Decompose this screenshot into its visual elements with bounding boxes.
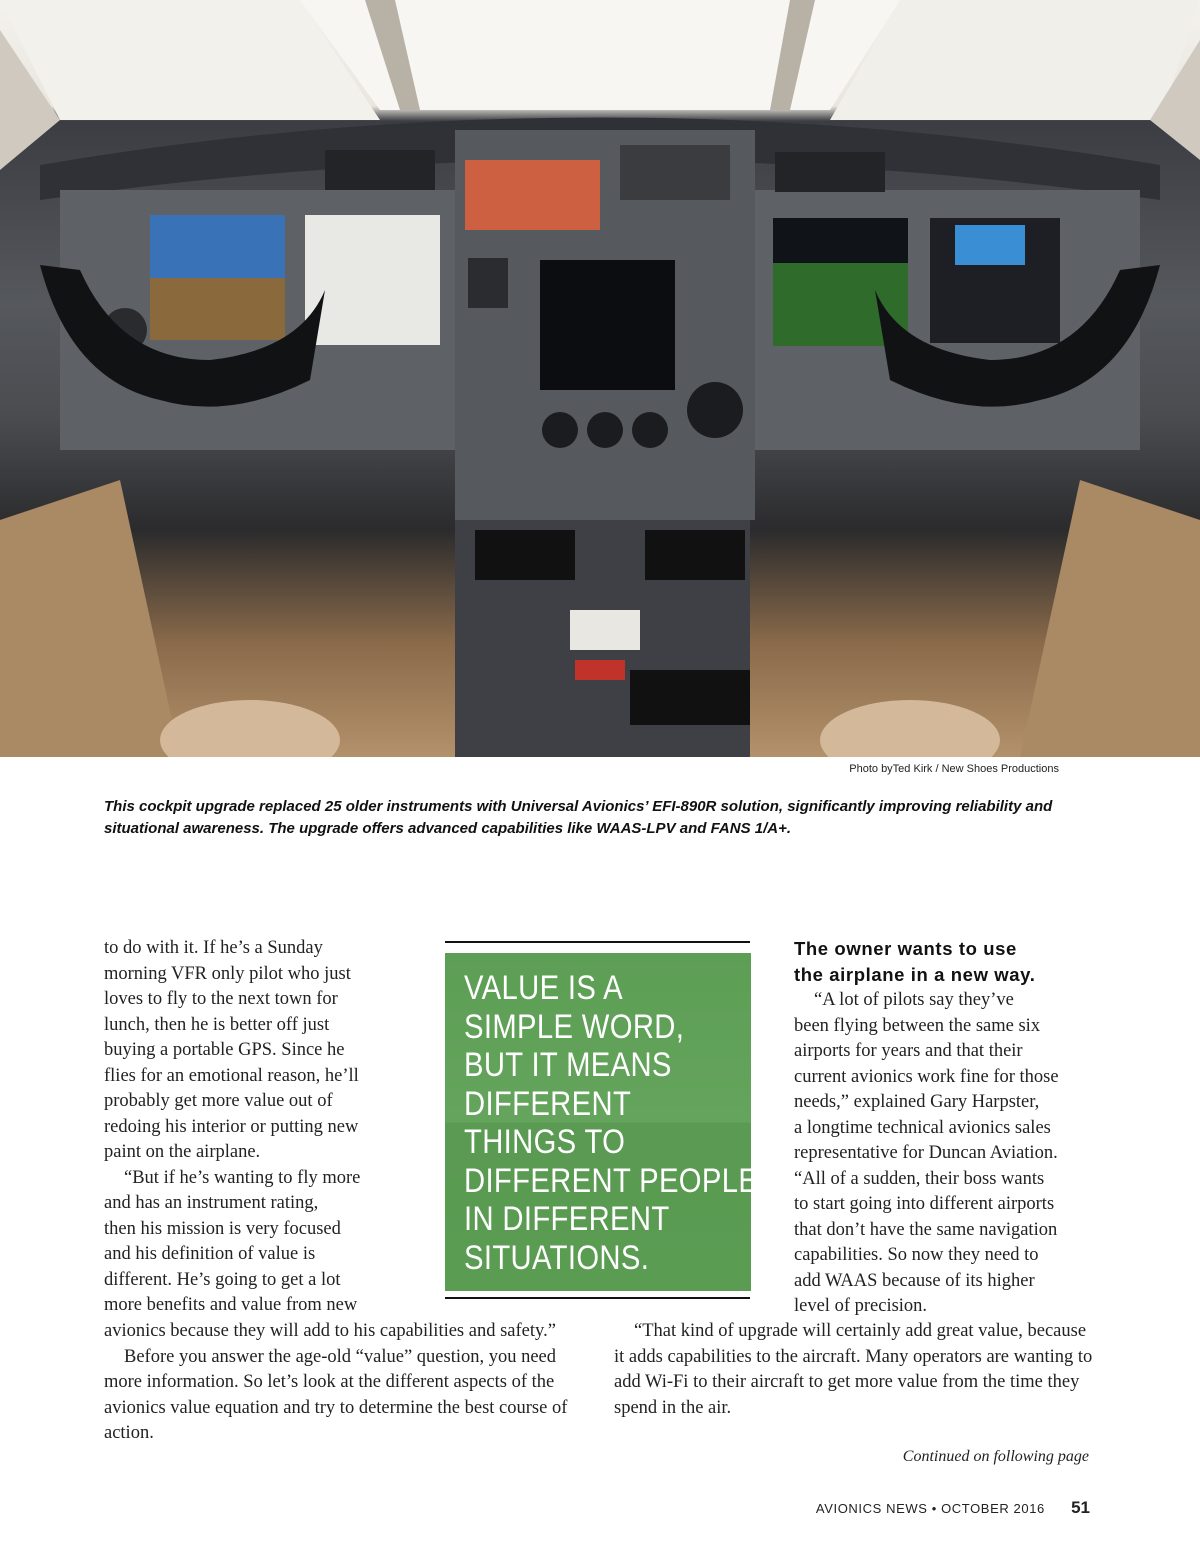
text-line: more benefits and value from new xyxy=(104,1295,358,1315)
pull-quote-line: DIFFERENT PEOPLE xyxy=(464,1161,759,1200)
text-line: flies for an emotional reason, he’ll xyxy=(104,1065,359,1086)
issue-date: OCTOBER 2016 xyxy=(941,1501,1045,1516)
text-line: loves to fly to the next town for xyxy=(104,989,338,1009)
text-line: then his mission is very focused xyxy=(104,1218,341,1239)
text-line: morning VFR only pilot who just xyxy=(104,963,351,984)
paragraph: Before you answer the age-old “value” question, you need more information. So let’s look at the different aspects of the avionics value equation and try to determine the best course of action. xyxy=(104,1346,568,1443)
pull-quote-text xyxy=(464,969,759,1277)
text-line: representative for Duncan Aviation. xyxy=(794,1143,1058,1163)
text-line: needs,” explained Gary Harpster, xyxy=(794,1092,1040,1112)
article-column-right-wide xyxy=(614,1319,1094,1421)
text-line: a longtime technical avionics sales xyxy=(794,1117,1051,1138)
text-line: to do with it. If he’s a Sunday xyxy=(104,938,323,958)
text-line: buying a portable GPS. Since he xyxy=(104,1040,345,1060)
text-line: capabilities. So now they need to xyxy=(794,1245,1039,1265)
text-line: different. He’s going to get a lot xyxy=(104,1269,341,1290)
text-line: probably get more value out of xyxy=(104,1091,333,1111)
text-line: “A lot of pilots say they’ve xyxy=(814,990,1014,1010)
publication-name: AVIONICS NEWS xyxy=(815,1501,928,1516)
article-column-left xyxy=(104,936,404,1319)
text-line: airports for years and that their xyxy=(794,1041,1023,1061)
text-line: current avionics work fine for those xyxy=(794,1066,1059,1087)
text-line: “All of a sudden, their boss wants xyxy=(794,1168,1045,1189)
pull-quote-line: SITUATIONS. xyxy=(464,1238,650,1277)
paragraph: “That kind of upgrade will certainly add great value, because it adds capabilities to the aircraft. Many operators are wanting to add Wi-Fi to their aircraft to get more value from the time they spend in the air. xyxy=(614,1321,1093,1418)
page-footer xyxy=(816,1498,1090,1518)
article-column-left-wide xyxy=(104,1319,582,1447)
text-line: and his definition of value is xyxy=(104,1244,316,1264)
pull-quote-top-rule xyxy=(445,941,750,943)
pull-quote-line: DIFFERENT xyxy=(464,1084,632,1123)
pull-quote-bottom-rule xyxy=(445,1297,750,1299)
text-line: “But if he’s wanting to fly more xyxy=(124,1167,361,1188)
page-number: 51 xyxy=(1071,1498,1090,1517)
pull-quote-line: BUT IT MEANS xyxy=(464,1046,672,1084)
pull-quote-line: VALUE IS A xyxy=(464,969,623,1007)
paragraph: avionics because they will add to his capabilities and safety.” xyxy=(104,1321,556,1341)
text-line: been flying between the same six xyxy=(794,1015,1041,1036)
text-line: lunch, then he is better off just xyxy=(104,1014,330,1035)
section-subhead: the airplane in a new way. xyxy=(794,964,1036,985)
article-column-right xyxy=(794,936,1094,1320)
text-line: and has an instrument rating, xyxy=(104,1193,319,1213)
text-line: that don’t have the same navigation xyxy=(794,1219,1058,1240)
pull-quote-line: THINGS TO xyxy=(464,1123,626,1161)
pull-quote xyxy=(445,953,759,1291)
pull-quote-line: SIMPLE WORD, xyxy=(464,1007,685,1046)
cockpit-illustration xyxy=(0,0,1200,757)
text-line: to start going into different airports xyxy=(794,1194,1055,1214)
text-line: redoing his interior or putting new xyxy=(104,1116,359,1137)
text-line: paint on the airplane. xyxy=(104,1142,261,1162)
cockpit-photo xyxy=(0,0,1200,757)
footer-bullet: • xyxy=(931,1501,937,1516)
text-line: add WAAS because of its higher xyxy=(794,1270,1035,1291)
photo-caption: This cockpit upgrade replaced 25 older instruments with Universal Avionics’ EFI-890R solution, significantly improving reliability and situational awareness. The upgrade offers advanced capabilities like WAAS-LPV and FANS 1/A+. xyxy=(104,798,1053,837)
section-subhead: The owner wants to use xyxy=(794,938,1017,959)
text-line: level of precision. xyxy=(794,1296,928,1316)
continued-note: Continued on following page xyxy=(902,1448,1089,1465)
photo-credit: Photo byTed Kirk / New Shoes Productions xyxy=(849,763,1059,775)
pull-quote-line: IN DIFFERENT xyxy=(464,1200,670,1238)
